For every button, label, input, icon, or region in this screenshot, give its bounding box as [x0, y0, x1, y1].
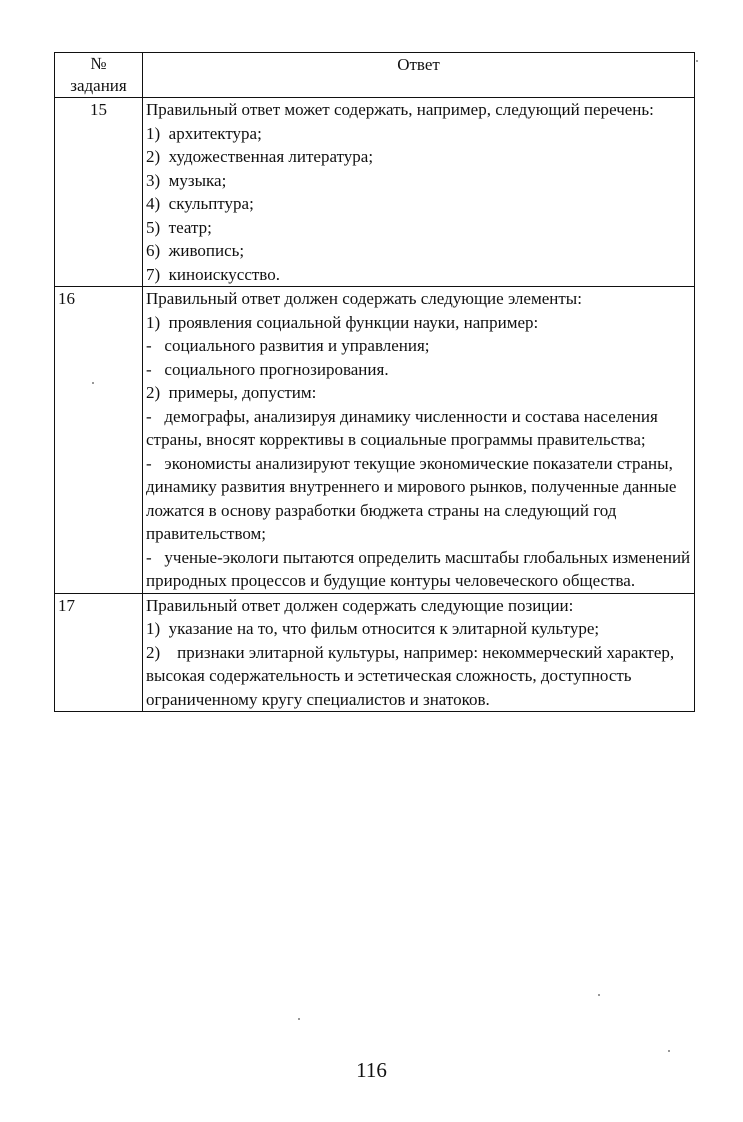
- list-item: 2) признаки элитарной культуры, например: некоммерческий характер, высокая содержательность и эстетическая сложность, доступность ограниченному кругу специалистов и знатоков.: [146, 642, 675, 709]
- table-row: [55, 593, 695, 712]
- answer-cell: [143, 287, 695, 594]
- table-row: [55, 287, 695, 594]
- list-item: 6) живопись;: [146, 241, 245, 260]
- list-item: 2) художественная литература;: [146, 147, 374, 166]
- task-number: 17: [55, 593, 143, 712]
- list-item: - ученые-экологи пытаются определить масштабы глобальных изменений природных процессов и будущие контуры человеческого общества.: [146, 547, 691, 590]
- list-item: 7) киноискусство.: [146, 264, 280, 284]
- scan-speck: [298, 1018, 300, 1020]
- list-item: 5) театр;: [146, 217, 212, 237]
- column-header-task-number: [55, 53, 143, 98]
- column-header-answer: Ответ: [143, 53, 695, 98]
- list-item: - экономисты анализируют текущие экономические показатели страны, динамику развития внутреннего и мирового рынков, полученные данные ложатся в основу разработки бюджета страны на следующий год правительством;: [146, 453, 677, 543]
- table-row: [55, 98, 695, 287]
- task-number: 16: [55, 287, 143, 594]
- scan-speck: [598, 994, 600, 996]
- answer-table: [54, 52, 695, 712]
- answer-cell: [143, 98, 695, 287]
- number-sign: №: [90, 54, 107, 73]
- list-item: 4) скульптура;: [146, 194, 254, 213]
- task-number: 15: [55, 98, 143, 287]
- list-item: - демографы, анализируя динамику численности и состава населения страны, вносят коррективы в социальные программы правительства;: [146, 406, 658, 449]
- answer-cell: [143, 593, 695, 712]
- list-item: 1) архитектура;: [146, 123, 262, 143]
- page-number: 116: [356, 1058, 387, 1082]
- list-item: - социального развития и управления;: [146, 336, 430, 355]
- answer-intro: Правильный ответ может содержать, например, следующий перечень:: [146, 100, 654, 119]
- list-item: 3) музыка;: [146, 170, 227, 190]
- list-item: - социального прогнозирования.: [146, 359, 389, 379]
- scan-speck: [668, 1050, 670, 1052]
- table-header-row: [55, 53, 695, 98]
- list-item: 2) примеры, допустим:: [146, 383, 317, 402]
- list-item: 1) проявления социальной функции науки, например:: [146, 312, 539, 332]
- answer-intro: Правильный ответ должен содержать следующие элементы:: [146, 289, 582, 308]
- list-item: 1) указание на то, что фильм относится к элитарной культуре;: [146, 619, 600, 638]
- scan-speck: [696, 60, 698, 62]
- scan-speck: [92, 382, 94, 384]
- answer-intro: Правильный ответ должен содержать следующие позиции:: [146, 595, 574, 615]
- task-word: задания: [70, 76, 127, 95]
